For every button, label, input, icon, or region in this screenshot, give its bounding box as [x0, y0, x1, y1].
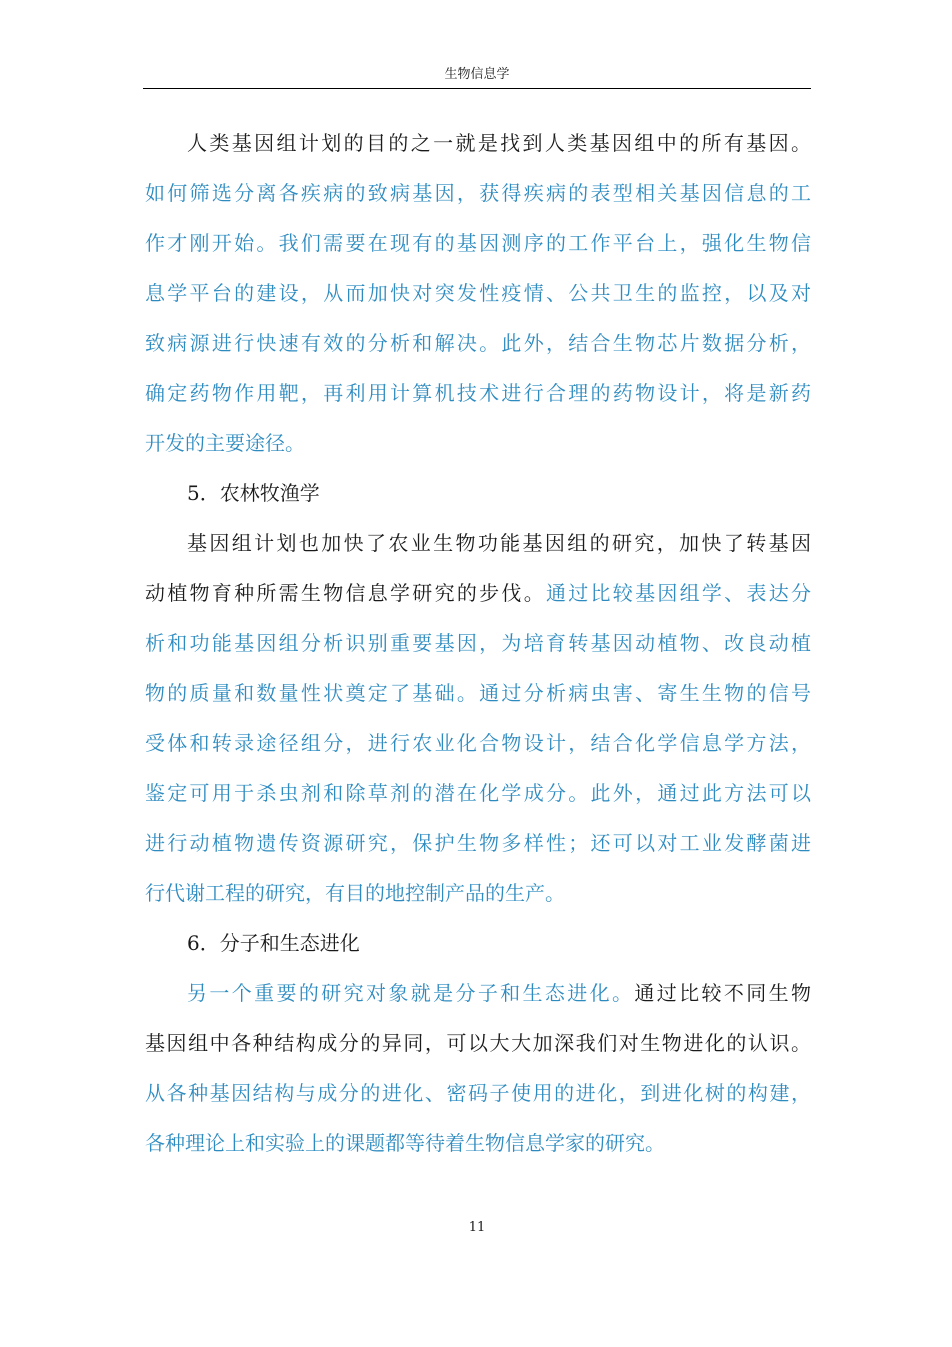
highlighted-text-run: 息学平台的建设，从而加快对突发性疫情、公共卫生的监控，以及对 — [145, 281, 811, 305]
highlighted-text-run: 受体和转录途径组分，进行农业化合物设计，结合化学信息学方法， — [145, 731, 811, 755]
text-run: 动植物育种所需生物信息学研究的步伐。 — [145, 581, 546, 605]
text-run: 通过比较不同生物 — [634, 981, 812, 1005]
highlighted-text-run: 行代谢工程的研究，有目的地控制产品的生产。 — [145, 881, 565, 905]
highlighted-text-run: 进行动植物遗传资源研究，保护生物多样性；还可以对工业发酵菌进 — [145, 831, 811, 855]
highlighted-text-run: 各种理论上和实验上的课题都等待着生物信息学家的研究。 — [145, 1131, 665, 1155]
paragraph-line — [145, 1118, 811, 1168]
highlighted-text-run: 通过比较基因组学、表达分 — [545, 581, 812, 605]
paragraph-line — [145, 818, 811, 868]
highlighted-text-run: 鉴定可用于杀虫剂和除草剂的潜在化学成分。此外，通过此方法可以 — [145, 781, 811, 805]
paragraph-line — [145, 718, 811, 768]
text-run: 基因组计划也加快了农业生物功能基因组的研究，加快了转基因 — [187, 531, 811, 555]
header-rule — [143, 88, 811, 89]
running-header: 生物信息学 — [444, 67, 510, 82]
paragraph-line — [145, 668, 811, 718]
highlighted-text-run: 物的质量和数量性状奠定了基础。通过分析病虫害、寄生生物的信号 — [145, 681, 811, 705]
paragraph-line — [145, 968, 811, 1018]
highlighted-text-run: 析和功能基因组分析识别重要基因，为培育转基因动植物、改良动植 — [145, 631, 811, 655]
paragraph-line — [145, 368, 811, 418]
highlighted-text-run: 另一个重要的研究对象就是分子和生态进化。 — [187, 981, 635, 1005]
text-run: 基因组中各种结构成分的异同，可以大大加深我们对生物进化的认识。 — [145, 1031, 811, 1055]
highlighted-text-run: 作才刚开始。我们需要在现有的基因测序的工作平台上，强化生物信 — [145, 231, 811, 255]
highlighted-text-run: 从各种基因结构与成分的进化、密码子使用的进化，到进化树的构建， — [145, 1081, 811, 1105]
paragraph-line — [145, 868, 811, 918]
section-heading-text: 5．农林牧渔学 — [187, 481, 320, 505]
paragraph-line — [145, 418, 811, 468]
highlighted-text-run: 确定药物作用靶，再利用计算机技术进行合理的药物设计，将是新药 — [145, 381, 811, 405]
section-heading — [145, 468, 811, 518]
paragraph-line — [145, 118, 811, 168]
paragraph-line — [145, 268, 811, 318]
body-text — [145, 118, 811, 1168]
paragraph-line — [145, 618, 811, 668]
paragraph-line — [145, 1068, 811, 1118]
paragraph-line — [145, 218, 811, 268]
paragraph-line — [145, 318, 811, 368]
paragraph-line — [145, 518, 811, 568]
paragraph-line — [145, 768, 811, 818]
highlighted-text-run: 致病源进行快速有效的分析和解决。此外，结合生物芯片数据分析， — [145, 331, 811, 355]
paragraph-line — [145, 568, 811, 618]
paragraph-line — [145, 168, 811, 218]
page-number: 11 — [468, 1220, 486, 1235]
section-heading — [145, 918, 811, 968]
text-run: 人类基因组计划的目的之一就是找到人类基因组中的所有基因。 — [187, 131, 811, 155]
highlighted-text-run: 开发的主要途径。 — [145, 431, 305, 455]
section-heading-text: 6．分子和生态进化 — [187, 931, 360, 955]
paragraph-line — [145, 1018, 811, 1068]
highlighted-text-run: 如何筛选分离各疾病的致病基因，获得疾病的表型相关基因信息的工 — [145, 181, 811, 205]
